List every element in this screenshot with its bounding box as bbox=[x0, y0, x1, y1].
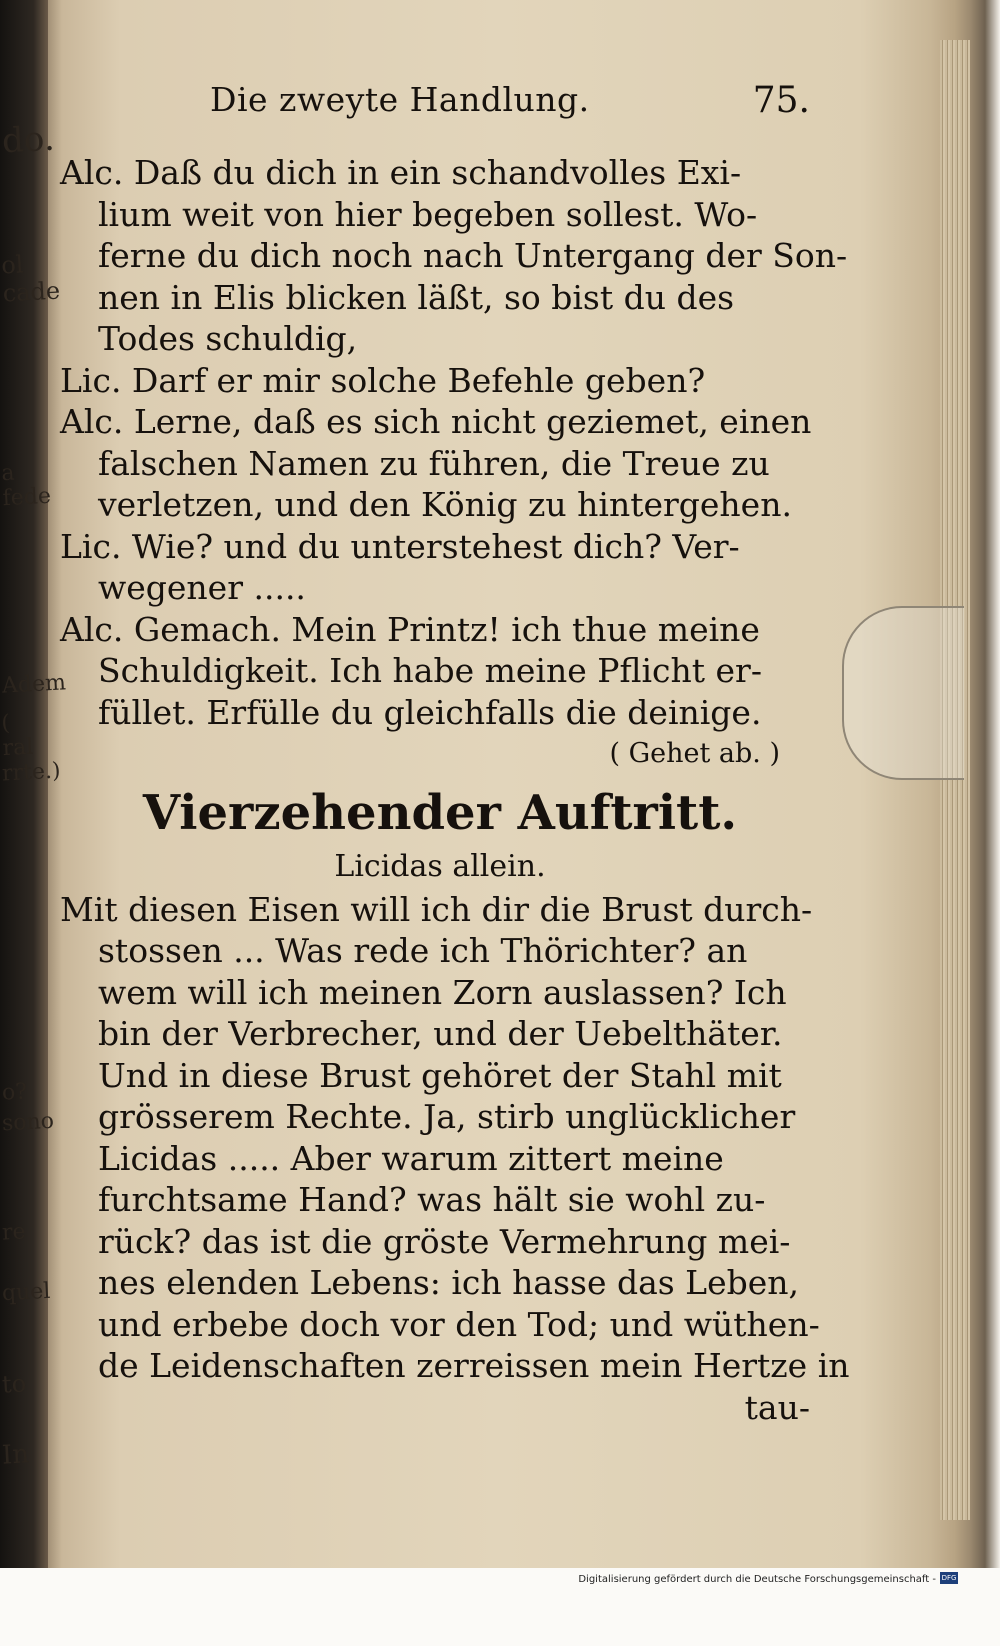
left-page-fragment: rrte.) bbox=[1, 758, 62, 787]
text-line: furchtsame Hand? was hält sie wohl zu- bbox=[98, 1180, 766, 1219]
left-page-fragment: quel bbox=[1, 1278, 51, 1307]
text-line: bin der Verbrecher, und der Uebelthäter. bbox=[98, 1014, 783, 1053]
text-line: Todes schuldig, bbox=[98, 319, 358, 358]
left-page-fragment: sono bbox=[1, 1108, 55, 1137]
running-head: Die zweyte Handlung. bbox=[210, 80, 590, 119]
left-page-fragment: a fede bbox=[0, 460, 52, 512]
text-line: grösserem Rechte. Ja, stirb unglücklicher bbox=[98, 1097, 796, 1136]
page-header bbox=[210, 80, 810, 140]
left-page-fragment: ol cade bbox=[0, 250, 61, 308]
left-page-fragment: o? bbox=[1, 1079, 28, 1106]
text-line: füllet. Erfülle du gleichfalls die deinige. bbox=[98, 692, 762, 732]
text-line: de Leidenschaften zerreissen mein Hertze in bbox=[98, 1346, 850, 1385]
text-line: Licidas ..... Aber warum zittert meine bbox=[98, 1138, 724, 1178]
text-line: rück? das ist die gröste Vermehrung mei- bbox=[98, 1221, 791, 1261]
left-page-fragment: In bbox=[1, 1439, 30, 1471]
scanner-clip bbox=[842, 606, 964, 780]
left-page-edge bbox=[0, 0, 67, 1570]
text-line: Schuldigkeit. Ich habe meine Pflicht er- bbox=[98, 651, 762, 690]
text-line: wem will ich meinen Zorn auslassen? Ich bbox=[98, 972, 787, 1012]
text-line: falschen Namen zu führen, die Treue zu bbox=[98, 443, 770, 483]
text-line: Mit diesen Eisen will ich dir die Brust durch- bbox=[60, 889, 813, 929]
page-number: 75. bbox=[752, 80, 810, 121]
text-line: nen in Elis blicken läßt, so bist du des bbox=[98, 277, 735, 317]
text-line: und erbebe doch vor den Tod; und wüthen- bbox=[98, 1304, 820, 1344]
scene-subtitle: Licidas allein. bbox=[334, 848, 546, 884]
left-page-fragment: ( ral bbox=[0, 710, 34, 762]
text-block bbox=[60, 152, 850, 1428]
funding-note: Digitalisierung gefördert durch die Deutsche Forschungsgemeinschaft - bbox=[578, 1574, 936, 1585]
text-line: Lic. Wie? und du unterstehest dich? Ver- bbox=[60, 526, 740, 566]
left-page-fragment: do. bbox=[0, 118, 56, 162]
text-line: ferne du dich noch nach Untergang der Son- bbox=[98, 236, 848, 275]
catchword: tau- bbox=[744, 1387, 810, 1427]
scene-title: Vierzehender Auftritt. bbox=[142, 784, 738, 841]
left-page-fragment: Adem bbox=[1, 670, 67, 699]
text-line: Alc. Daß du dich in ein schandvolles Exi- bbox=[60, 153, 742, 192]
text-line: Alc. Lerne, daß es sich nicht geziemet, einen bbox=[60, 402, 812, 441]
text-line: lium weit von hier begeben sollest. Wo- bbox=[98, 194, 758, 234]
text-line: Alc. Gemach. Mein Printz! ich thue meine bbox=[60, 609, 760, 649]
left-page-fragment: re bbox=[1, 1219, 27, 1246]
dfg-logo: DFG bbox=[941, 1574, 957, 1582]
stage-direction: ( Gehet ab. ) bbox=[609, 738, 780, 769]
text-line: stossen ... Was rede ich Thörichter? an bbox=[98, 931, 748, 970]
text-line: Und in diese Brust gehöret der Stahl mit bbox=[98, 1055, 782, 1095]
text-line: verletzen, und den König zu hintergehen. bbox=[98, 485, 792, 524]
text-line: wegener ..... bbox=[98, 568, 306, 607]
text-line: Lic. Darf er mir solche Befehle geben? bbox=[60, 360, 706, 400]
left-page-fragment: to bbox=[1, 1369, 27, 1399]
text-line: nes elenden Lebens: ich hasse das Leben, bbox=[98, 1263, 800, 1302]
footer-bar bbox=[0, 1568, 1000, 1646]
page-edges bbox=[940, 40, 970, 1520]
